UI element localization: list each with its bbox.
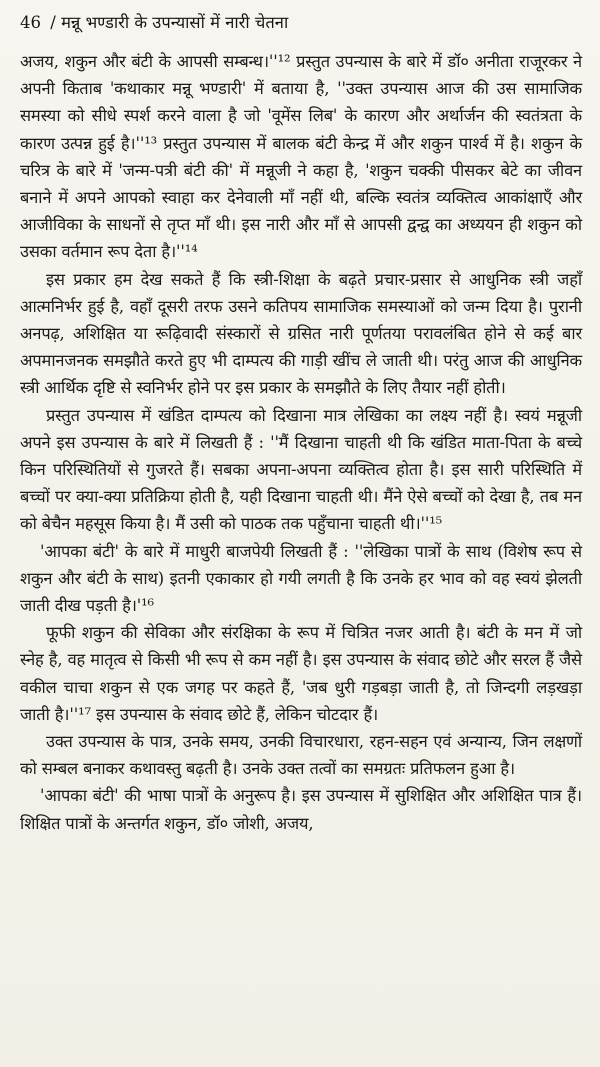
paragraph-2: इस प्रकार हम देख सकते हैं कि स्त्री-शिक्षा के बढ़ते प्रचार-प्रसार से आधुनिक स्त्री जहाँ आत्मनिर्भर हुई है, वहाँ दूसरी तरफ उसने कतिपय सामाजिक समस्याओं को जन्म दिया है। पुरानी अनपढ़, अशिक्षित या रूढ़िवादी संस्कारों से ग्रसित नारी पूर्णतया परावलंबित होने से कई बार अपमानजनक समझौते करते हुए भी दाम्पत्य की गाड़ी खींच ले जाती थी। परंतु आज की आधुनिक स्त्री आर्थिक दृष्टि से स्वनिर्भर होने पर इस प्रकार के समझौते के लिए तैयार नहीं होती।: [20, 269, 582, 398]
running-header: [20, 10, 582, 36]
paragraph-6: उक्त उपन्यास के पात्र, उनके समय, उनकी विचारधारा, रहन-सहन एवं अन्यान्य, जिन लक्षणों को सम्बल बनाकर कथावस्तु बढ़ती है। उनके उक्त तत्वों का समग्रतः प्रतिफलन हुआ है।: [20, 732, 582, 779]
page-number: 46: [20, 13, 41, 32]
paragraph-1: अजय, शकुन और बंटी के आपसी सम्बन्ध।''¹² प्रस्तुत उपन्यास के बारे में डॉ० अनीता राजूरकर ने अपनी किताब 'कथाकार मन्नू भण्डारी' में बताया है, ''उक्त उपन्यास आज की उस सामाजिक समस्या को सीधे स्पर्श करने वाला है जो 'वूमेंस लिब' के कारण और अर्थार्जन की स्वतंत्रता के कारण उत्पन्न हुई है।''¹³ प्रस्तुत उपन्यास में बालक बंटी केन्द्र में और शकुन पार्श्व में है। शकुन के चरित्र के बारे में 'जन्म-पत्री बंटी की' में मन्नूजी ने कहा है, 'शकुन चक्की पीसकर बेटे का जीवन बनाने में अपने आपको स्वाहा कर देनेवाली माँ नहीं थी, बल्कि स्वतंत्र व्यक्तित्व आकांक्षाएँ और आजीविका के साधनों से तृप्त माँ थी। इस नारी और माँ से आपसी द्वन्द्व का अध्ययन ही शकुन को उसका वर्तमान रूप देता है।''¹⁴: [20, 52, 582, 262]
book-title: मन्नू भण्डारी के उपन्यासों में नारी चेतना: [61, 13, 289, 32]
paragraph-5: फूफी शकुन की सेविका और संरक्षिका के रूप में चित्रित नजर आती है। बंटी के मन में जो स्नेह है, वह मातृत्व से किसी भी रूप से कम नहीं है। इस उपन्यास के संवाद छोटे और सरल हैं जैसे वकील चाचा शकुन से एक जगह पर कहते हैं, 'जब धुरी गड़बड़ा जाती है, तो जिन्दगी लड़खड़ा जाती है।''¹⁷ इस उपन्यास के संवाद छोटे हैं, लेकिन चोटदार हैं।: [20, 623, 582, 724]
paragraph-3: प्रस्तुत उपन्यास में खंडित दाम्पत्य को दिखाना मात्र लेखिका का लक्ष्य नहीं है। स्वयं मन्नूजी अपने इस उपन्यास के बारे में लिखती हैं : ''मैं दिखाना चाहती थी कि खंडित माता-पिता के बच्चे किन परिस्थितियों से गुजरते हैं। सबका अपना-अपना व्यक्तित्व होता है। इस सारी परिस्थिति में बच्चों पर क्या-क्या प्रतिक्रिया होती है, यही दिखाना चाहती थी। मैंने ऐसे बच्चों को देखा है, तब मन को बेचैन महसूस किया है। मैं उसी को पाठक तक पहुँचाना चाहती थी।''¹⁵: [20, 405, 582, 534]
header-separator: /: [50, 13, 56, 32]
paragraph-7: 'आपका बंटी' की भाषा पात्रों के अनुरूप है। इस उपन्यास में सुशिक्षित और अशिक्षित पात्र हैं। शिक्षित पात्रों के अन्तर्गत शकुन, डॉ० जोशी, अजय,: [20, 786, 582, 833]
paragraph-4: 'आपका बंटी' के बारे में माधुरी बाजपेयी लिखती हैं : ''लेखिका पात्रों के साथ (विशेष रूप से शकुन और बंटी के साथ) इतनी एकाकार हो गयी लगती है कि उनके हर भाव को वह स्वयं झेलती जाती दीख पड़ती है।'¹⁶: [20, 541, 582, 616]
body-text: [20, 48, 582, 837]
